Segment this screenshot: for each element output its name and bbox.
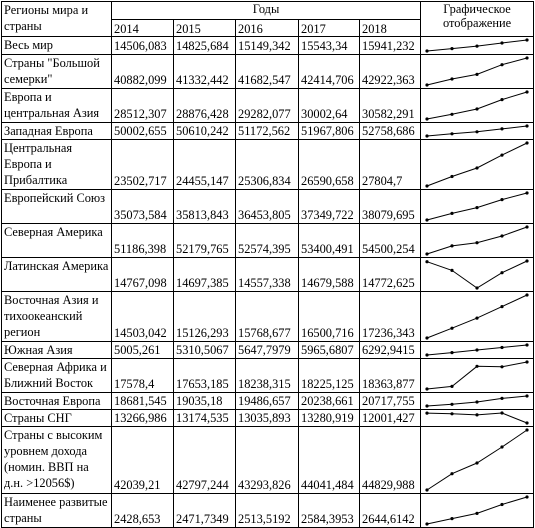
sparkline-point — [525, 141, 528, 144]
table-row — [2, 292, 534, 342]
value-cell: 15126,293 — [174, 292, 236, 342]
sparkline-line — [427, 58, 527, 85]
sparkline — [421, 292, 533, 341]
gdp-table — [1, 1, 534, 528]
region-name: Северная Африка и Ближний Восток — [2, 359, 112, 393]
value-cell: 13266,986 — [112, 410, 174, 427]
table-row — [2, 55, 534, 89]
table-row — [2, 190, 534, 224]
sparkline-point — [425, 260, 428, 263]
sparkline-line — [427, 497, 527, 524]
sparkline-point — [475, 413, 478, 416]
table-row — [2, 140, 534, 190]
sparkline-point — [425, 184, 428, 187]
sparkline-point — [450, 77, 453, 80]
sparkline-cell — [421, 258, 534, 292]
value-cell: 18225,125 — [299, 359, 360, 393]
value-cell: 53400,491 — [299, 224, 360, 258]
sparkline-point — [525, 225, 528, 228]
sparkline-point — [525, 343, 528, 346]
value-cell: 35813,843 — [174, 190, 236, 224]
region-name: Латинская Америка — [2, 258, 112, 292]
sparkline-point — [475, 107, 478, 110]
sparkline-point — [425, 134, 428, 137]
sparkline — [421, 410, 533, 426]
table-row — [2, 37, 534, 55]
sparkline-point — [450, 412, 453, 415]
value-cell: 2584,3953 — [299, 494, 360, 528]
table-row — [2, 342, 534, 359]
value-cell: 14506,083 — [112, 37, 174, 55]
value-cell: 51967,806 — [299, 123, 360, 140]
value-cell: 13280,919 — [299, 410, 360, 427]
sparkline-point — [500, 346, 503, 349]
sparkline-point — [500, 271, 503, 274]
table-row — [2, 123, 534, 140]
year-header: 2016 — [236, 20, 299, 37]
region-name: Восточная Азия и тихоокеанский регион — [2, 292, 112, 342]
sparkline-cell — [421, 359, 534, 393]
value-cell: 28512,307 — [112, 89, 174, 123]
value-cell: 19486,657 — [236, 393, 299, 410]
sparkline-point — [525, 90, 528, 93]
sparkline-point — [500, 234, 503, 237]
value-cell: 27804,7 — [360, 140, 421, 190]
table-row — [2, 359, 534, 393]
value-cell: 15543,34 — [299, 37, 360, 55]
region-name: Западная Европа — [2, 123, 112, 140]
sparkline-point — [450, 132, 453, 135]
value-cell: 5005,261 — [112, 342, 174, 359]
value-cell: 2513,5192 — [236, 494, 299, 528]
value-cell: 14503,042 — [112, 292, 174, 342]
value-cell: 17653,185 — [174, 359, 236, 393]
value-cell: 29282,077 — [236, 89, 299, 123]
sparkline-point — [450, 269, 453, 272]
value-cell: 42922,363 — [360, 55, 421, 89]
sparkline-point — [525, 124, 528, 127]
table-row — [2, 427, 534, 494]
sparkline-point — [525, 191, 528, 194]
region-header: Регионы мира и страны — [2, 2, 112, 37]
value-cell: 50610,242 — [174, 123, 236, 140]
sparkline-point — [500, 98, 503, 101]
region-name: Европа и центральная Азия — [2, 89, 112, 123]
value-cell: 42039,21 — [112, 427, 174, 494]
region-name: Весь мир — [2, 37, 112, 55]
sparkline-line — [427, 143, 527, 186]
value-cell: 19035,18 — [174, 393, 236, 410]
value-cell: 14679,588 — [299, 258, 360, 292]
value-cell: 20238,661 — [299, 393, 360, 410]
year-header: 2018 — [360, 20, 421, 37]
value-cell: 42797,244 — [174, 427, 236, 494]
sparkline — [421, 224, 533, 257]
sparkline-point — [425, 336, 428, 339]
header-row-top — [2, 2, 534, 20]
sparkline-cell — [421, 37, 534, 55]
table-row — [2, 258, 534, 292]
value-cell: 24455,147 — [174, 140, 236, 190]
region-name: Южная Азия — [2, 342, 112, 359]
value-cell: 14772,625 — [360, 258, 421, 292]
sparkline-point — [475, 317, 478, 320]
value-cell: 35073,584 — [112, 190, 174, 224]
sparkline-cell — [421, 494, 534, 528]
year-header: 2017 — [299, 20, 360, 37]
sparkline-point — [450, 351, 453, 354]
value-cell: 23502,717 — [112, 140, 174, 190]
value-cell: 15149,342 — [236, 37, 299, 55]
value-cell: 14557,338 — [236, 258, 299, 292]
value-cell: 25306,834 — [236, 140, 299, 190]
region-name: Наименее развитые страны — [2, 494, 112, 528]
value-cell: 14767,098 — [112, 258, 174, 292]
sparkline-point — [525, 38, 528, 41]
value-cell: 41332,442 — [174, 55, 236, 89]
sparkline-point — [425, 218, 428, 221]
sparkline-cell — [421, 224, 534, 258]
value-cell: 14825,684 — [174, 37, 236, 55]
value-cell: 54500,254 — [360, 224, 421, 258]
table-row — [2, 494, 534, 528]
sparkline-point — [500, 63, 503, 66]
sparkline-point — [425, 252, 428, 255]
sparkline — [421, 393, 533, 409]
sparkline-point — [475, 206, 478, 209]
value-cell: 52758,686 — [360, 123, 421, 140]
value-cell: 12001,427 — [360, 410, 421, 427]
year-header: 2014 — [112, 20, 174, 37]
value-cell: 28876,428 — [174, 89, 236, 123]
value-cell: 5647,7979 — [236, 342, 299, 359]
value-cell: 52179,765 — [174, 224, 236, 258]
sparkline-point — [425, 353, 428, 356]
sparkline — [421, 494, 533, 527]
value-cell: 5310,5067 — [174, 342, 236, 359]
value-cell: 44829,988 — [360, 427, 421, 494]
sparkline-point — [525, 293, 528, 296]
value-cell: 20717,755 — [360, 393, 421, 410]
region-name: Страны с высоким уровнем дохода (номин. ВВП на д.н. >12056$) — [2, 427, 112, 494]
value-cell: 40882,099 — [112, 55, 174, 89]
sparkline-point — [525, 495, 528, 498]
value-cell: 17578,4 — [112, 359, 174, 393]
sparkline-point — [500, 41, 503, 44]
sparkline-point — [525, 360, 528, 363]
sparkline-point — [475, 400, 478, 403]
sparkline — [421, 427, 533, 493]
sparkline-cell — [421, 393, 534, 410]
sparkline-line — [427, 261, 527, 288]
sparkline-point — [475, 348, 478, 351]
sparkline-point — [475, 166, 478, 169]
sparkline — [421, 37, 533, 54]
sparkline-point — [475, 130, 478, 133]
sparkline-line — [427, 430, 527, 490]
sparkline-point — [425, 404, 428, 407]
sparkline-point — [525, 259, 528, 262]
sparkline-point — [425, 49, 428, 52]
value-cell: 52574,395 — [236, 224, 299, 258]
sparkline-point — [450, 327, 453, 330]
sparkline — [421, 342, 533, 358]
sparkline-point — [475, 512, 478, 515]
value-cell: 16500,716 — [299, 292, 360, 342]
value-cell: 41682,547 — [236, 55, 299, 89]
sparkline — [421, 140, 533, 189]
sparkline-cell — [421, 123, 534, 140]
sparkline-point — [450, 175, 453, 178]
sparkline-point — [500, 365, 503, 368]
sparkline-cell — [421, 190, 534, 224]
value-cell: 2428,653 — [112, 494, 174, 528]
table-row — [2, 410, 534, 427]
value-cell: 5965,6807 — [299, 342, 360, 359]
sparkline-line — [427, 92, 527, 119]
value-cell: 51186,398 — [112, 224, 174, 258]
sparkline-point — [475, 286, 478, 289]
value-cell: 37349,722 — [299, 190, 360, 224]
value-cell: 26590,658 — [299, 140, 360, 190]
sparkline — [421, 123, 533, 139]
value-cell: 30582,291 — [360, 89, 421, 123]
region-name: Страны "Большой семерки" — [2, 55, 112, 89]
sparkline-point — [425, 522, 428, 525]
sparkline-point — [525, 421, 528, 424]
value-cell: 2471,7349 — [174, 494, 236, 528]
region-name: Центральная Европа и Прибалтика — [2, 140, 112, 190]
region-name: Европейский Союз — [2, 190, 112, 224]
value-cell: 14697,385 — [174, 258, 236, 292]
value-cell: 13174,535 — [174, 410, 236, 427]
sparkline-cell — [421, 410, 534, 427]
sparkline-cell — [421, 292, 534, 342]
sparkline — [421, 55, 533, 88]
value-cell: 44041,484 — [299, 427, 360, 494]
value-cell: 15768,677 — [236, 292, 299, 342]
value-cell: 2644,6142 — [360, 494, 421, 528]
sparkline-point — [450, 47, 453, 50]
sparkline-point — [475, 365, 478, 368]
sparkline-cell — [421, 89, 534, 123]
table-row — [2, 89, 534, 123]
years-header: Годы — [112, 2, 421, 20]
sparkline-point — [500, 411, 503, 414]
sparkline-point — [450, 385, 453, 388]
value-cell: 17236,343 — [360, 292, 421, 342]
sparkline — [421, 258, 533, 291]
value-cell: 18681,545 — [112, 393, 174, 410]
sparkline-point — [525, 56, 528, 59]
sparkline-point — [450, 244, 453, 247]
sparkline-point — [425, 412, 428, 415]
sparkline — [421, 89, 533, 122]
sparkline-point — [450, 403, 453, 406]
sparkline-point — [475, 461, 478, 464]
sparkline-line — [427, 295, 527, 338]
value-cell: 42414,706 — [299, 55, 360, 89]
sparkline-point — [475, 45, 478, 48]
sparkline-point — [475, 73, 478, 76]
value-cell: 18238,315 — [236, 359, 299, 393]
sparkline-point — [425, 488, 428, 491]
sparkline-point — [500, 154, 503, 157]
region-name: Северная Америка — [2, 224, 112, 258]
sparkline-point — [500, 445, 503, 448]
value-cell: 15941,232 — [360, 37, 421, 55]
sparkline-point — [450, 472, 453, 475]
sparkline-cell — [421, 55, 534, 89]
sparkline-cell — [421, 342, 534, 359]
sparkline-point — [500, 305, 503, 308]
sparkline-point — [525, 428, 528, 431]
sparkline-point — [500, 127, 503, 130]
table-row — [2, 224, 534, 258]
year-header: 2015 — [174, 20, 236, 37]
sparkline-point — [525, 394, 528, 397]
sparkline-point — [475, 241, 478, 244]
value-cell: 18363,877 — [360, 359, 421, 393]
table-row — [2, 393, 534, 410]
value-cell: 43293,826 — [236, 427, 299, 494]
value-cell: 30002,64 — [299, 89, 360, 123]
graph-header: Графическое отображение — [421, 2, 534, 37]
sparkline-point — [500, 198, 503, 201]
sparkline — [421, 359, 533, 392]
sparkline-line — [427, 227, 527, 254]
sparkline-point — [425, 83, 428, 86]
sparkline-point — [450, 212, 453, 215]
sparkline — [421, 190, 533, 223]
region-name: Восточная Европа — [2, 393, 112, 410]
sparkline-point — [425, 117, 428, 120]
sparkline-cell — [421, 140, 534, 190]
sparkline-point — [450, 113, 453, 116]
value-cell: 6292,9415 — [360, 342, 421, 359]
sparkline-point — [500, 397, 503, 400]
value-cell: 38079,695 — [360, 190, 421, 224]
value-cell: 50002,655 — [112, 123, 174, 140]
value-cell: 51172,562 — [236, 123, 299, 140]
region-name: Страны СНГ — [2, 410, 112, 427]
sparkline-point — [500, 503, 503, 506]
value-cell: 13035,893 — [236, 410, 299, 427]
value-cell: 36453,805 — [236, 190, 299, 224]
sparkline-point — [425, 387, 428, 390]
sparkline-cell — [421, 427, 534, 494]
